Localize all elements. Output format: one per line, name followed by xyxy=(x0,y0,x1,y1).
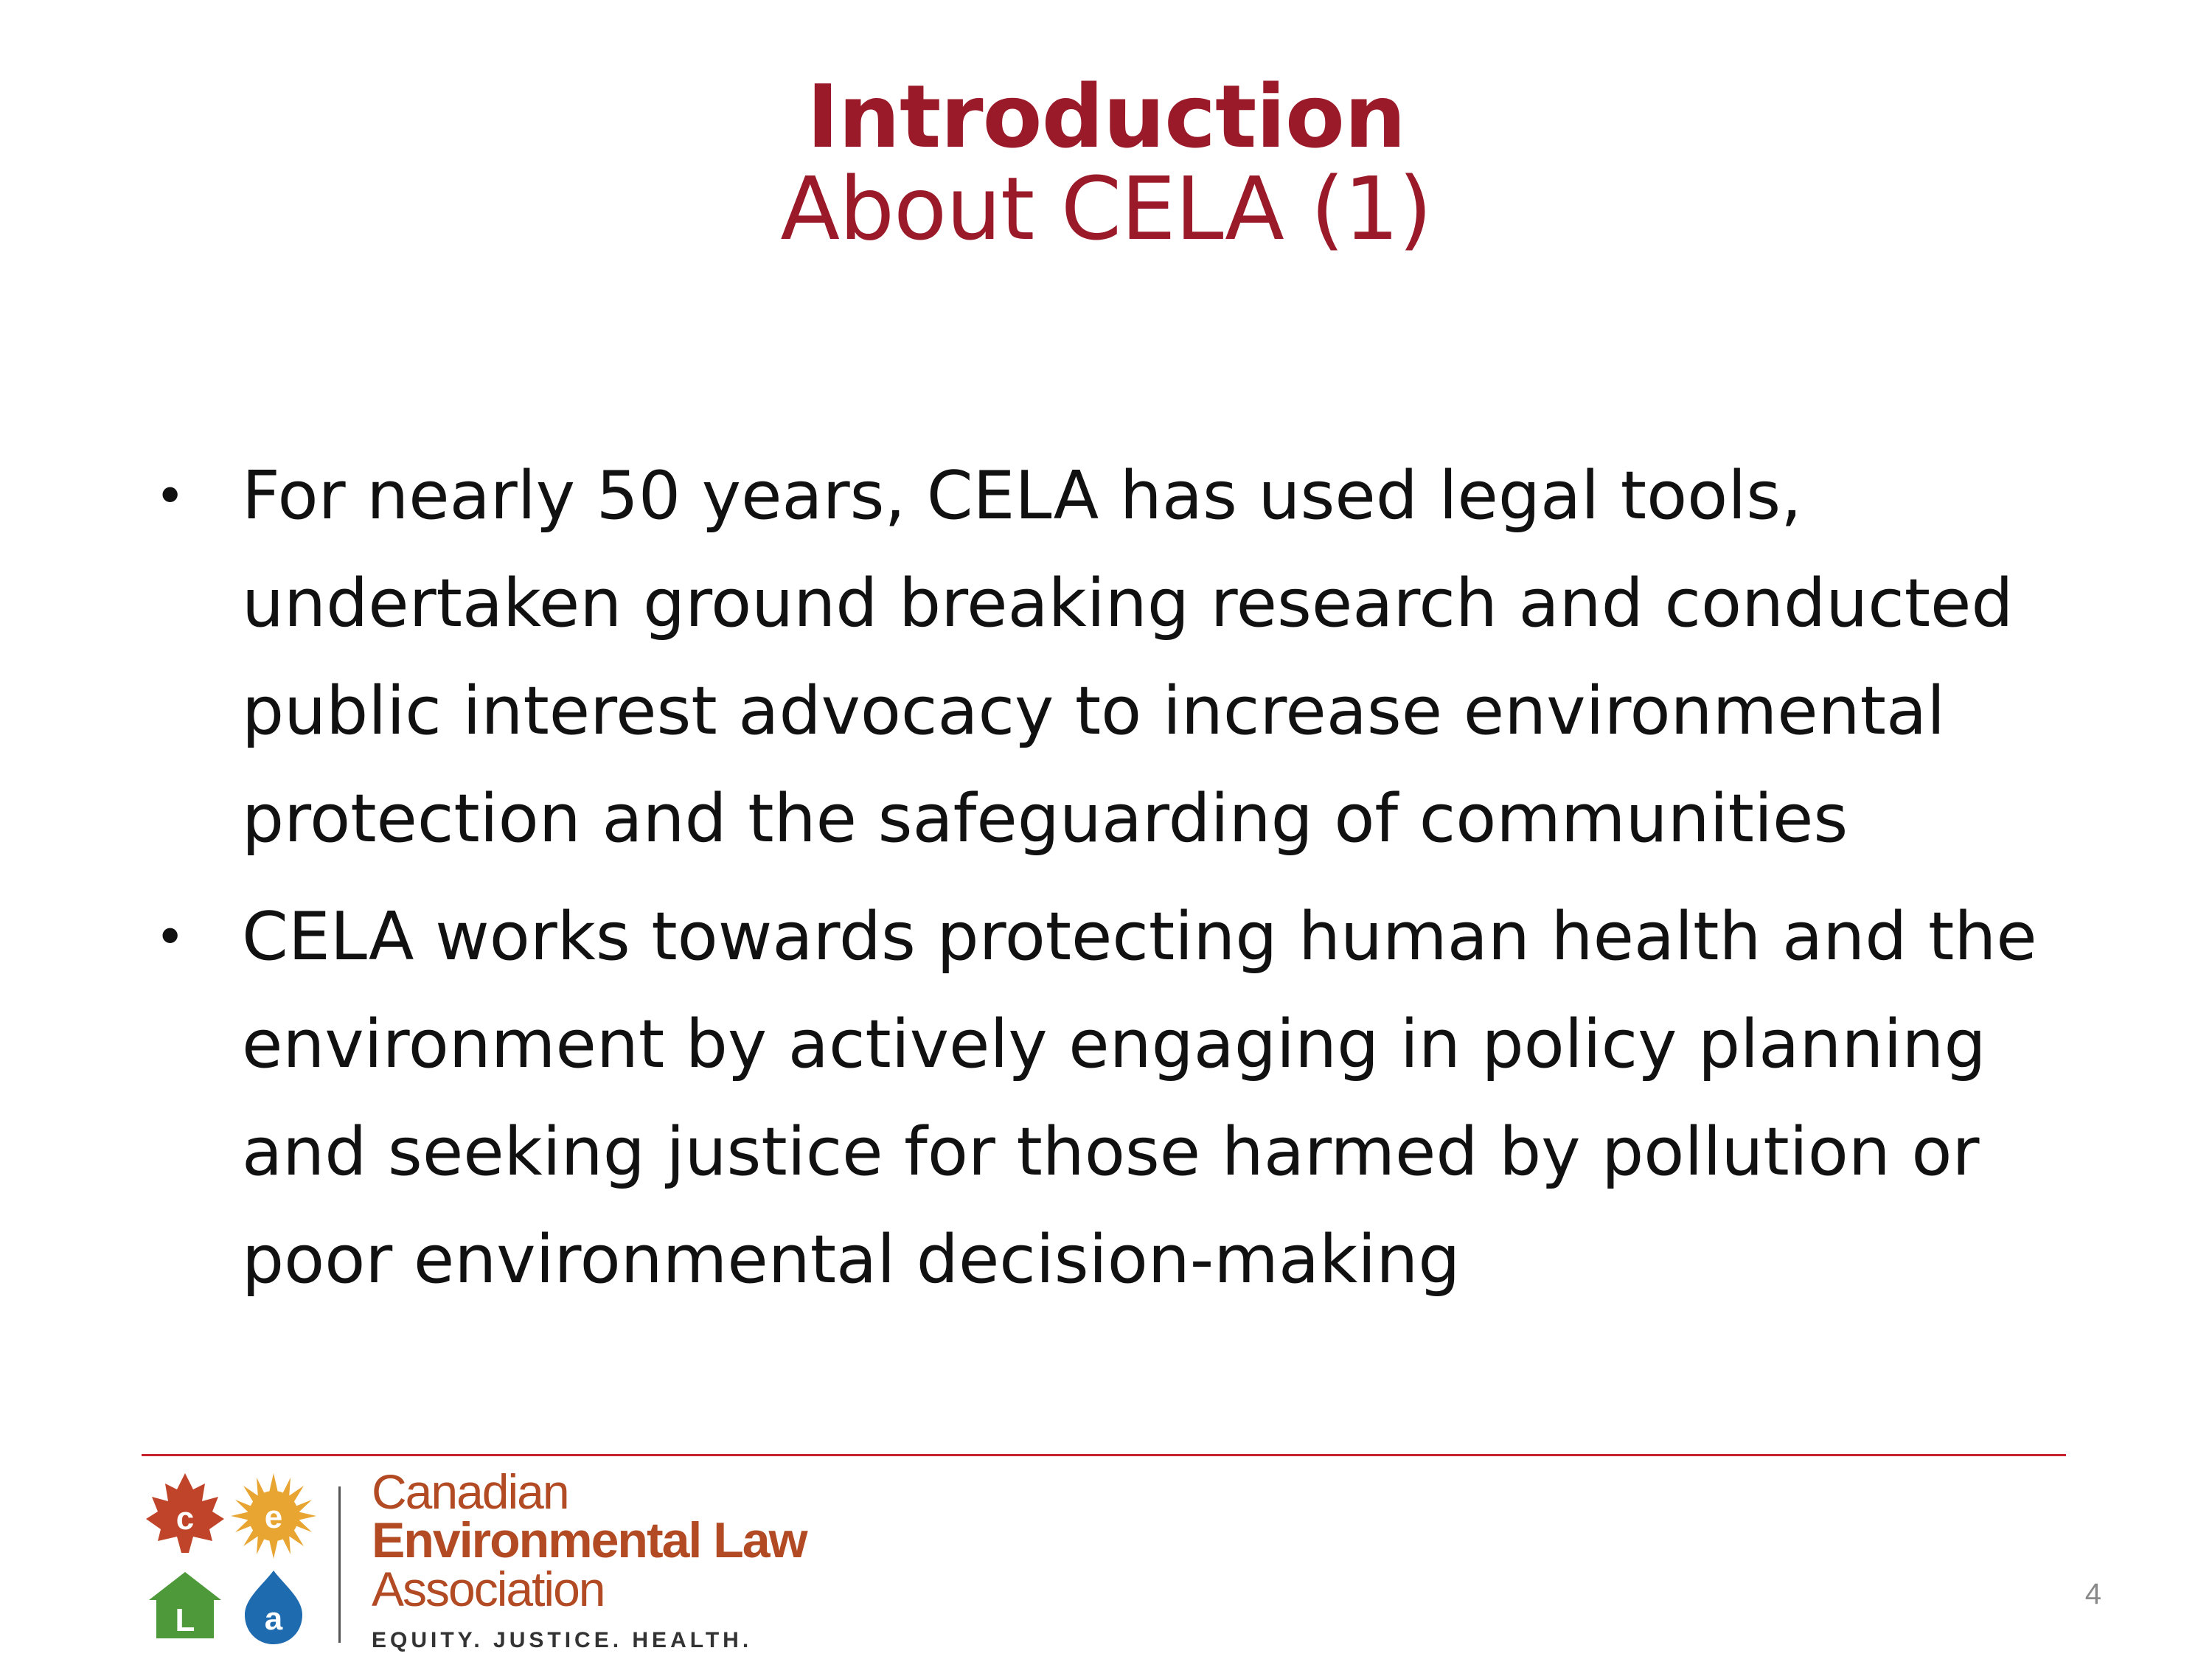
slide-title-block xyxy=(0,66,2212,260)
bullet-item xyxy=(155,442,2101,873)
bullet-dot: • xyxy=(155,907,186,967)
bullet-text: CELA works towards protecting human health and the environment by actively engaging in policy planning and seeking justice for those harmed by pollution or poor environmental decision-making xyxy=(242,898,2037,1298)
bullet-list xyxy=(155,442,2101,1324)
logo-line-environmental-law: Environmental Law xyxy=(372,1512,807,1568)
bullet-item xyxy=(155,883,2101,1314)
sun-icon xyxy=(231,1473,316,1559)
logo-tagline: EQUITY. JUSTICE. HEALTH. xyxy=(372,1628,753,1652)
badge-e: e xyxy=(264,1499,283,1535)
badge-l: L xyxy=(175,1602,195,1638)
footer-divider xyxy=(142,1454,2066,1456)
logo-icons xyxy=(145,1467,321,1652)
house-icon xyxy=(149,1572,221,1638)
bullet-dot: • xyxy=(155,466,186,526)
cela-logo xyxy=(145,1464,838,1652)
slide-subtitle: About CELA (1) xyxy=(780,158,1432,260)
badge-c: c xyxy=(175,1500,195,1537)
bullet-text: For nearly 50 years, CELA has used legal tools, undertaken ground breaking research and conducted public interest advocacy to increase environmental protection and the safeguarding of communities xyxy=(242,457,2014,858)
logo-line-association: Association xyxy=(372,1562,605,1616)
page-number: 4 xyxy=(2084,1578,2101,1610)
logo-divider xyxy=(338,1486,341,1643)
badge-a: a xyxy=(264,1601,283,1637)
logo-line-canadian: Canadian xyxy=(372,1464,568,1519)
water-drop-icon xyxy=(245,1571,302,1644)
slide-title: Introduction xyxy=(807,66,1405,167)
maple-leaf-icon xyxy=(146,1473,224,1553)
logo-wordmark xyxy=(372,1464,807,1652)
